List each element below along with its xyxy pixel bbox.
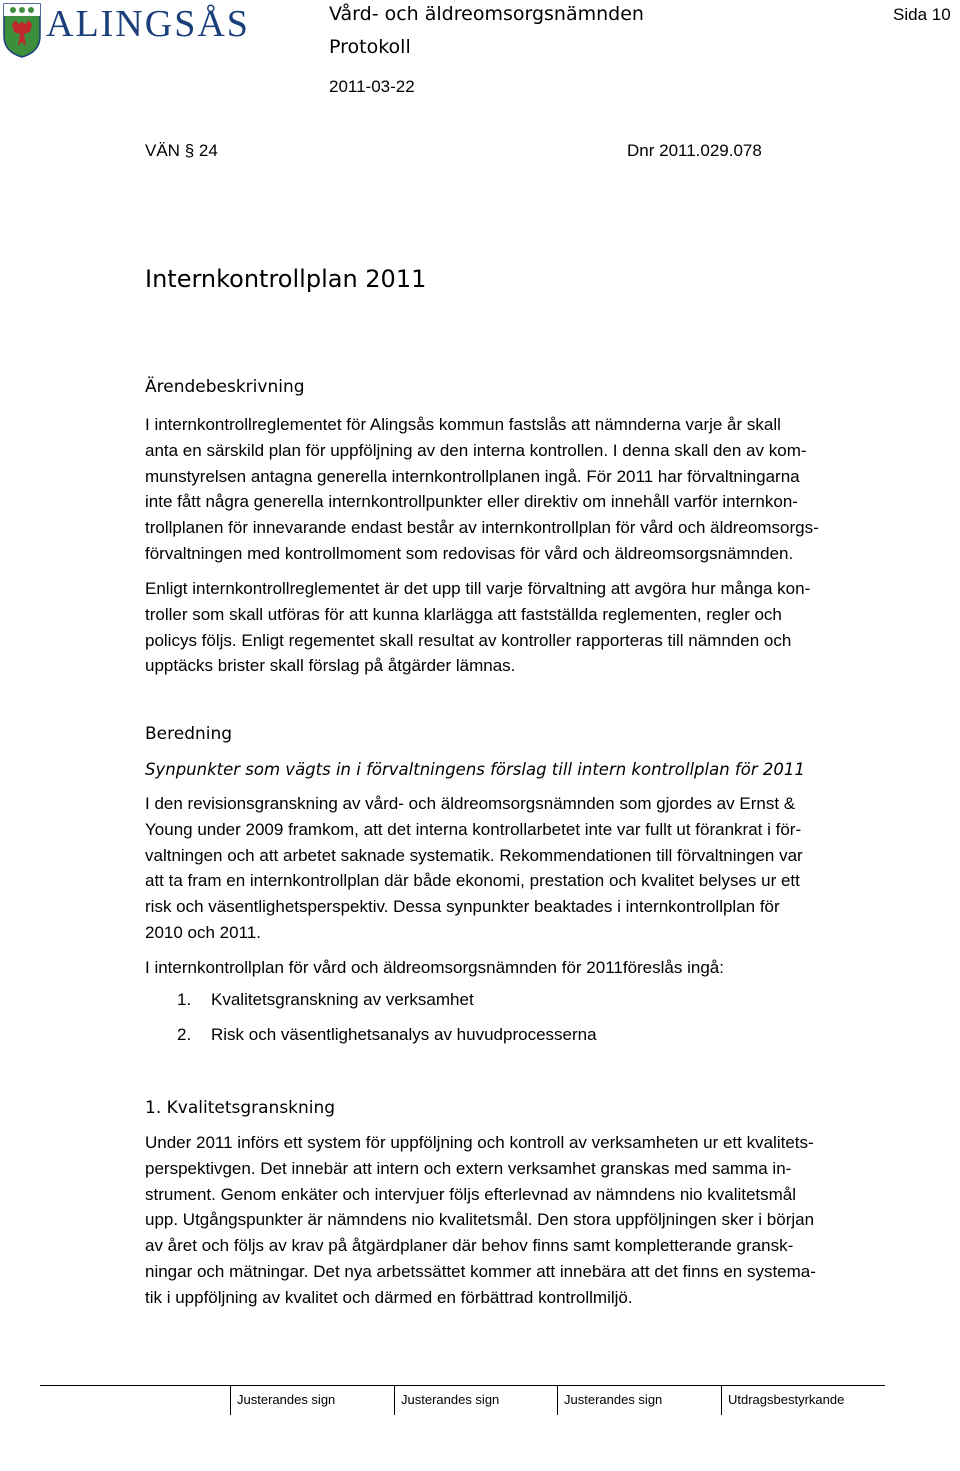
footer-divider bbox=[557, 1385, 558, 1415]
text-line: trollplanen för innevarande endast består av internkontrollplan för vård och äldreomsorgs- bbox=[145, 518, 819, 538]
diary-number: Dnr 2011.029.078 bbox=[627, 141, 762, 160]
signature-box-1: Justerandes sign bbox=[237, 1392, 336, 1407]
signature-box-2: Justerandes sign bbox=[401, 1392, 500, 1407]
text-line: valtningen och att arbetet saknade systematik. Rekommendationen till förvaltningen var bbox=[145, 845, 803, 865]
beredning-paragraph-2 bbox=[145, 955, 885, 981]
beredning-paragraph-1 bbox=[145, 791, 885, 946]
arende-heading: Ärendebeskrivning bbox=[145, 377, 305, 397]
text-line: I internkontrollplan för vård och äldreomsorgsnämnden för 2011föreslås ingå: bbox=[145, 958, 724, 977]
list-item-number: 2. bbox=[177, 1025, 192, 1044]
text-line: tik i uppföljning av kvalitet och därmed en förbättrad kontrollmiljö. bbox=[145, 1287, 633, 1307]
footer-divider bbox=[230, 1385, 231, 1415]
text-line: I den revisionsgranskning av vård- och äldreomsorgsnämnden som gjordes av Ernst & bbox=[145, 794, 796, 813]
text-line: Under 2011 införs ett system för uppföljning och kontroll av verksamheten ur ett kvalitets- bbox=[145, 1133, 814, 1152]
meeting-date: 2011-03-22 bbox=[329, 77, 415, 96]
text-line: perspektivgen. Det innebär att intern och extern verksamhet granskas med samma in- bbox=[145, 1158, 792, 1178]
beredning-subheading: Synpunkter som vägts in i förvaltningens förslag till intern kontrollplan för 2011 bbox=[145, 760, 805, 779]
arende-paragraph-2 bbox=[145, 576, 885, 679]
list-item-number: 1. bbox=[177, 990, 192, 1009]
arende-paragraph-1 bbox=[145, 412, 885, 567]
extract-certification-box: Utdragsbestyrkande bbox=[728, 1392, 845, 1407]
kvalitet-heading: 1. Kvalitetsgranskning bbox=[145, 1098, 336, 1118]
text-line: inte fått några generella internkontrollpunkter eller direktiv om innehåll varför internkon- bbox=[145, 492, 798, 512]
footer-divider bbox=[721, 1385, 722, 1415]
text-line: troller som skall utföras för att kunna klarlägga att fastställda reglementen, regler och bbox=[145, 604, 782, 624]
text-line: förvaltningen med kontrollmoment som redovisas för vård och äldreomsorgsnämnden. bbox=[145, 543, 794, 563]
text-line: policys följs. Enligt regementet skall resultat av kontroller rapporteras till nämnden och bbox=[145, 630, 792, 650]
text-line: munstyrelsen antagna generella internkontrollplanen ingå. För 2011 har förvaltningarna bbox=[145, 466, 800, 486]
document-type: Protokoll bbox=[329, 36, 411, 58]
committee-name: Vård- och äldreomsorgsnämnden bbox=[329, 3, 644, 25]
page-title: Internkontrollplan 2011 bbox=[145, 265, 427, 293]
municipality-name: ALINGSÅS bbox=[46, 3, 250, 45]
beredning-heading: Beredning bbox=[145, 724, 233, 744]
list-item: Risk och väsentlighetsanalys av huvudprocesserna bbox=[211, 1025, 597, 1044]
text-line: anta en särskild plan för uppföljning av den interna kontrollen. I denna skall den av kom- bbox=[145, 440, 807, 460]
section-label: VÄN bbox=[145, 141, 180, 160]
footer-rule bbox=[40, 1385, 885, 1386]
text-line: Young under 2009 framkom, att det interna kontrollarbetet inte var fullt ut förankrat i för- bbox=[145, 819, 802, 839]
text-line: I internkontrollreglementet för Alingsås kommun fastslås att nämnderna varje år skall bbox=[145, 415, 781, 434]
section-symbol: § bbox=[184, 141, 195, 160]
footer-divider bbox=[394, 1385, 395, 1415]
kvalitet-paragraph bbox=[145, 1130, 885, 1311]
text-line: av året och följs av krav på åtgärdplaner där behov finns samt kompletterande gransk- bbox=[145, 1236, 794, 1256]
text-line: att ta fram en internkontrollplan där både ekonomi, prestation och kvalitet belyses ur ett bbox=[145, 871, 800, 891]
text-line: 2010 och 2011. bbox=[145, 922, 261, 942]
section-reference bbox=[145, 141, 218, 161]
text-line: Enligt internkontrollreglementet är det upp till varje förvaltning att avgöra hur många kon- bbox=[145, 579, 811, 598]
municipality-logo bbox=[0, 0, 260, 62]
section-number: 24 bbox=[198, 141, 218, 160]
text-line: risk och väsentlighetsperspektiv. Dessa synpunkter beaktades i internkontrollplan för bbox=[145, 897, 780, 917]
text-line: strument. Genom enkäter och intervjuer följs efterlevnad av nämndens nio kvalitetsmål bbox=[145, 1184, 797, 1204]
page-number: Sida 10 bbox=[893, 5, 951, 24]
text-line: upp. Utgångspunkter är nämndens nio kvalitetsmål. Den stora uppföljningen sker i början bbox=[145, 1210, 815, 1230]
coat-of-arms-icon bbox=[2, 2, 42, 58]
text-line: upptäcks brister skall förslag på åtgärder lämnas. bbox=[145, 656, 516, 676]
signature-box-3: Justerandes sign bbox=[564, 1392, 663, 1407]
text-line: ningar och mätningar. Det nya arbetssättet kommer att innebära att det finns en systema- bbox=[145, 1261, 816, 1281]
list-item: Kvalitetsgranskning av verksamhet bbox=[211, 990, 474, 1009]
